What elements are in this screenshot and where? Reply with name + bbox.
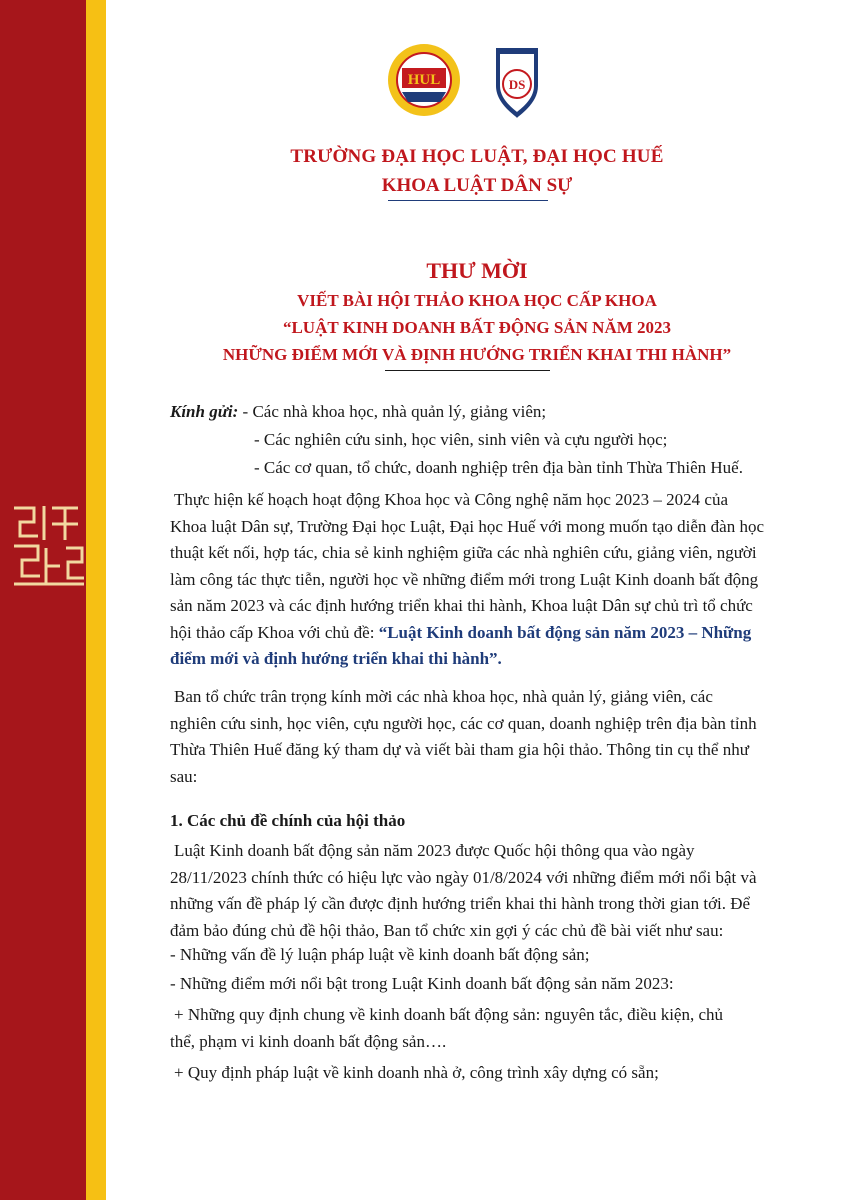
title-line-2: “LUẬT KINH DOANH BẤT ĐỘNG SẢN NĂM 2023 [282, 318, 672, 337]
text-line: Ban tổ chức trân trọng kính mời các nhà khoa học, nhà quản lý, giảng viên, các [174, 687, 713, 706]
text-line: hội thảo cấp Khoa với chủ đề: [170, 622, 379, 642]
recipient: - Các cơ quan, tổ chức, doanh nghiệp trên địa bàn tỉnh Thừa Thiên Huế. [254, 458, 743, 477]
text-line: những vấn đề pháp lý cần được định hướng triển khai thi hành trong thời gian tới. Để [170, 894, 751, 913]
left-red-band [0, 0, 86, 1200]
faculty-logo-icon [496, 48, 538, 118]
header-divider [388, 200, 548, 201]
university-name: TRƯỜNG ĐẠI HỌC LUẬT, ĐẠI HỌC HUẾ [290, 146, 664, 167]
text-line: thuật kết nối, hợp tác, chia sẻ kinh nghiệm giữa các nhà nghiên cứu, giảng viên, người [170, 543, 757, 562]
greeting-label: Kính gửi: [170, 402, 239, 421]
left-gold-band [86, 0, 106, 1200]
sub-item-b: + Quy định pháp luật về kinh doanh nhà ở, công trình xây dựng có sẵn; [174, 1063, 659, 1082]
decorative-motif-icon [8, 500, 88, 590]
title-divider [385, 370, 550, 371]
topic-highlight: điểm mới và định hướng triển khai thi hành”. [170, 649, 502, 668]
text-line: + Những quy định chung về kinh doanh bất động sản: nguyên tắc, điều kiện, chủ [174, 1005, 724, 1024]
section-title: 1. Các chủ đề chính của hội thảo [170, 811, 406, 830]
text-line: đảm bảo đúng chủ đề hội thảo, Ban tổ chức xin gợi ý các chủ đề bài viết như sau: [170, 920, 724, 940]
text-line: Luật Kinh doanh bất động sản năm 2023 được Quốc hội thông qua vào ngày [174, 841, 695, 860]
text-line: làm công tác thực tiễn, người học về những điểm mới trong Luật Kinh doanh bất động [170, 569, 759, 589]
text-line: thể, phạm vi kinh doanh bất động sản…. [170, 1031, 447, 1051]
text-line: Khoa luật Dân sự, Trường Đại học Luật, Đại học Huế với mong muốn tạo diễn đàn học [170, 516, 765, 536]
text-line: nghiên cứu sinh, học viên, cựu người học, các cơ quan, doanh nghiệp trên địa bàn tỉnh [170, 713, 757, 733]
svg-text:HUL: HUL [407, 72, 441, 88]
greeting [170, 398, 810, 482]
recipient: - Các nghiên cứu sinh, học viên, sinh viên và cựu người học; [254, 430, 668, 449]
text-line: sản năm 2023 và các định hướng triển khai thi hành, Khoa luật Dân sự chủ trì tổ chức [170, 596, 753, 615]
list-item: - Những vấn đề lý luận pháp luật về kinh doanh bất động sản; [170, 945, 590, 964]
letter-title: THƯ MỜI [426, 258, 528, 283]
svg-text:DS: DS [508, 77, 526, 92]
logos [386, 42, 546, 122]
recipient: - Các nhà khoa học, nhà quản lý, giảng viên; [242, 402, 547, 421]
university-logo-icon [388, 44, 460, 116]
sub-item-a [108, 1002, 784, 1055]
paragraph-1 [108, 487, 784, 673]
title-line-3: NHỮNG ĐIỂM MỚI VÀ ĐỊNH HƯỚNG TRIỂN KHAI THI HÀNH” [222, 345, 732, 364]
text-line: 28/11/2023 chính thức có hiệu lực vào ngày 01/8/2024 với những điểm mới nổi bật và [170, 867, 757, 887]
text-line: sau: [170, 766, 198, 786]
title-line-1: VIẾT BÀI HỘI THẢO KHOA HỌC CẤP KHOA [297, 291, 657, 310]
section-1-intro [108, 838, 784, 944]
faculty-name: KHOA LUẬT DÂN SỰ [381, 175, 573, 196]
text-line: Thừa Thiên Huế đăng ký tham dự và viết bài tham gia hội thảo. Thông tin cụ thể như [170, 740, 749, 759]
topic-highlight: “Luật Kinh doanh bất động sản năm 2023 – Những [378, 622, 752, 642]
paragraph-2 [108, 684, 784, 790]
text-line: Thực hiện kế hoạch hoạt động Khoa học và Công nghệ năm học 2023 – 2024 của [174, 490, 729, 509]
list-item: - Những điểm mới nổi bật trong Luật Kinh doanh bất động sản năm 2023: [170, 974, 674, 993]
